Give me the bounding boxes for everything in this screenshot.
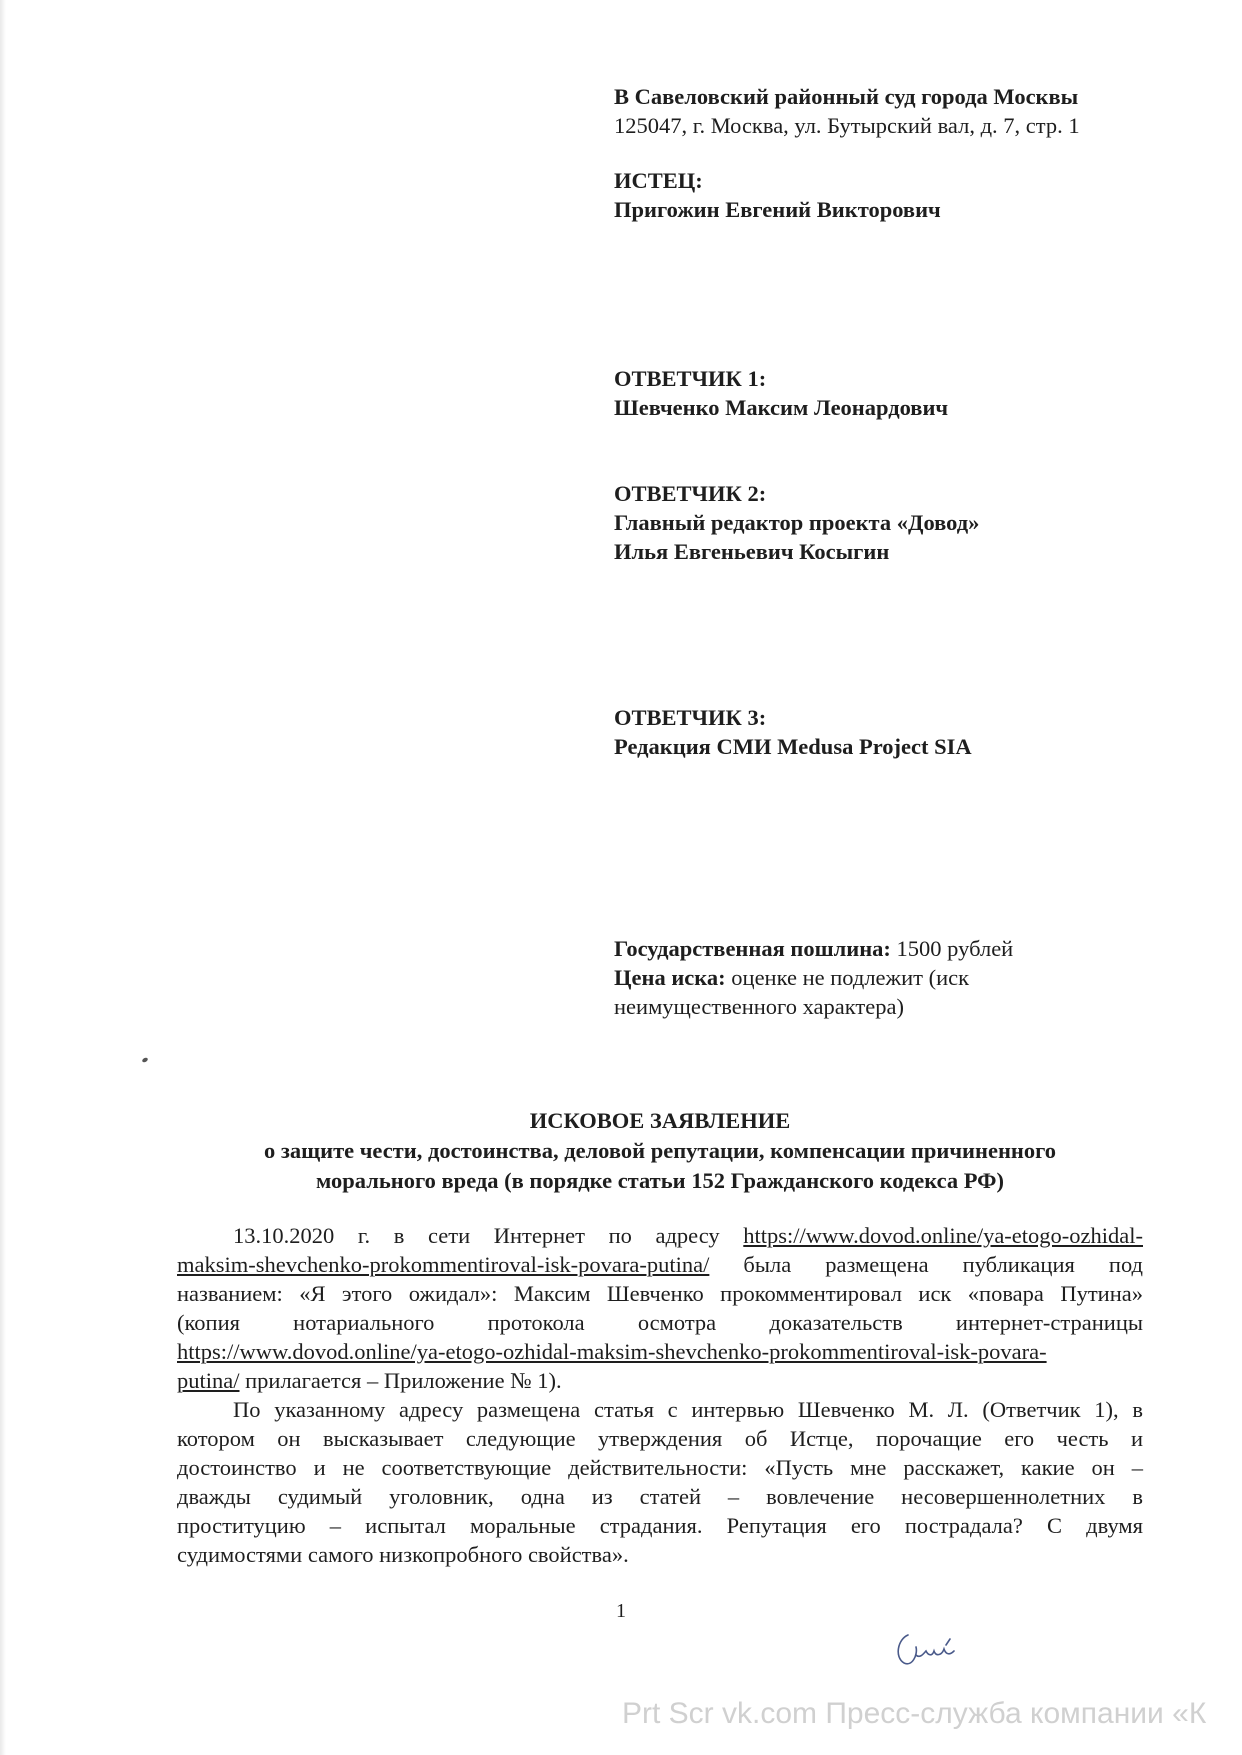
- text: была размещена публикация под: [709, 1252, 1143, 1277]
- paragraph-line: названием: «Я этого ожидал»: Максим Шевченко прокомментировал иск «повара Путина»: [177, 1281, 1143, 1306]
- claim-price-continuation: неимущественного характера): [614, 994, 904, 1019]
- publication-link[interactable]: https://www.dovod.online/ya-etogo-ozhidal-: [743, 1223, 1143, 1248]
- court-address: 125047, г. Москва, ул. Бутырский вал, д. 7, стр. 1: [614, 113, 1080, 138]
- state-duty-value: 1500 рублей: [890, 936, 1014, 961]
- page-edge-shadow: [0, 0, 6, 1755]
- defendant2-label: ОТВЕТЧИК 2:: [614, 481, 767, 506]
- paragraph-line: По указанному адресу размещена статья с интервью Шевченко М. Л. (Ответчик 1), в: [233, 1397, 1143, 1422]
- signature: [890, 1625, 970, 1675]
- paragraph-line: [177, 1250, 1143, 1279]
- claim-price-value: оценке не подлежит (иск: [725, 965, 970, 990]
- paragraph-2: [177, 1395, 1143, 1569]
- title-heading: ИСКОВОЕ ЗАЯВЛЕНИЕ: [529, 1108, 791, 1133]
- text: прилагается – Приложение № 1).: [239, 1368, 562, 1393]
- title-subtitle-line2: морального вреда (в порядке статьи 152 Гражданского кодекса РФ): [316, 1168, 1004, 1193]
- evidence-link-continued[interactable]: putina/: [177, 1368, 240, 1393]
- document-title: [150, 1106, 1170, 1196]
- paragraph-1: [177, 1221, 1143, 1395]
- paragraph-line: проституцию – испытал моральные страдания. Репутация его пострадала? С двумя: [177, 1513, 1143, 1538]
- defendant3-block: [614, 703, 972, 761]
- court-block: [614, 82, 1080, 140]
- court-name: В Савеловский районный суд города Москвы: [614, 84, 1079, 109]
- page-number: 1: [616, 1600, 626, 1622]
- defendant3-name: Редакция СМИ Medusa Project SIA: [614, 734, 972, 759]
- paragraph-line: [177, 1221, 1143, 1250]
- defendant2-block: [614, 479, 979, 566]
- paragraph-line: достоинство и не соответствующие действительности: «Пусть мне расскажет, какие он –: [177, 1455, 1143, 1480]
- plaintiff-label: ИСТЕЦ:: [614, 168, 703, 193]
- title-subtitle-line1: о защите чести, достоинства, деловой репутации, компенсации причиненного: [263, 1138, 1057, 1163]
- publication-link-continued[interactable]: maksim-shevchenko-prokommentiroval-isk-povara-putina/: [177, 1252, 710, 1277]
- defendant2-line2: Илья Евгеньевич Косыгин: [614, 539, 890, 564]
- evidence-link[interactable]: https://www.dovod.online/ya-etogo-ozhidal-maksim-shevchenko-prokommentiroval-isk-povara-: [177, 1339, 1047, 1364]
- text: 13.10.2020 г. в сети Интернет по адресу: [233, 1223, 744, 1248]
- paragraph-line: [177, 1337, 1143, 1366]
- defendant1-label: ОТВЕТЧИК 1:: [614, 366, 767, 391]
- watermark: Prt Scr vk.com Пресс-служба компании «К: [622, 1697, 1207, 1730]
- stray-ink-mark: [141, 1057, 148, 1063]
- paragraph-line: судимостями самого низкопробного свойства».: [177, 1542, 629, 1567]
- defendant2-line1: Главный редактор проекта «Довод»: [614, 510, 980, 535]
- paragraph-line: дважды судимый уголовник, одна из статей – вовлечение несовершеннолетних в: [177, 1484, 1143, 1509]
- paragraph-line: (копия нотариального протокола осмотра доказательств интернет-страницы: [177, 1310, 1143, 1335]
- paragraph-line: котором он высказывает следующие утверждения об Истце, порочащие его честь и: [177, 1426, 1143, 1451]
- plaintiff-name: Пригожин Евгений Викторович: [614, 197, 941, 222]
- claim-price-row: [614, 963, 1013, 992]
- fees-block: [614, 934, 1013, 1021]
- state-duty-label: Государственная пошлина:: [614, 936, 891, 961]
- claim-price-label: Цена иска:: [614, 965, 726, 990]
- document-body: [177, 1221, 1143, 1569]
- defendant1-name: Шевченко Максим Леонардович: [614, 395, 949, 420]
- paragraph-line: [177, 1366, 1143, 1395]
- defendant1-block: [614, 364, 948, 422]
- plaintiff-block: [614, 166, 941, 224]
- defendant3-label: ОТВЕТЧИК 3:: [614, 705, 767, 730]
- state-duty-row: [614, 934, 1013, 963]
